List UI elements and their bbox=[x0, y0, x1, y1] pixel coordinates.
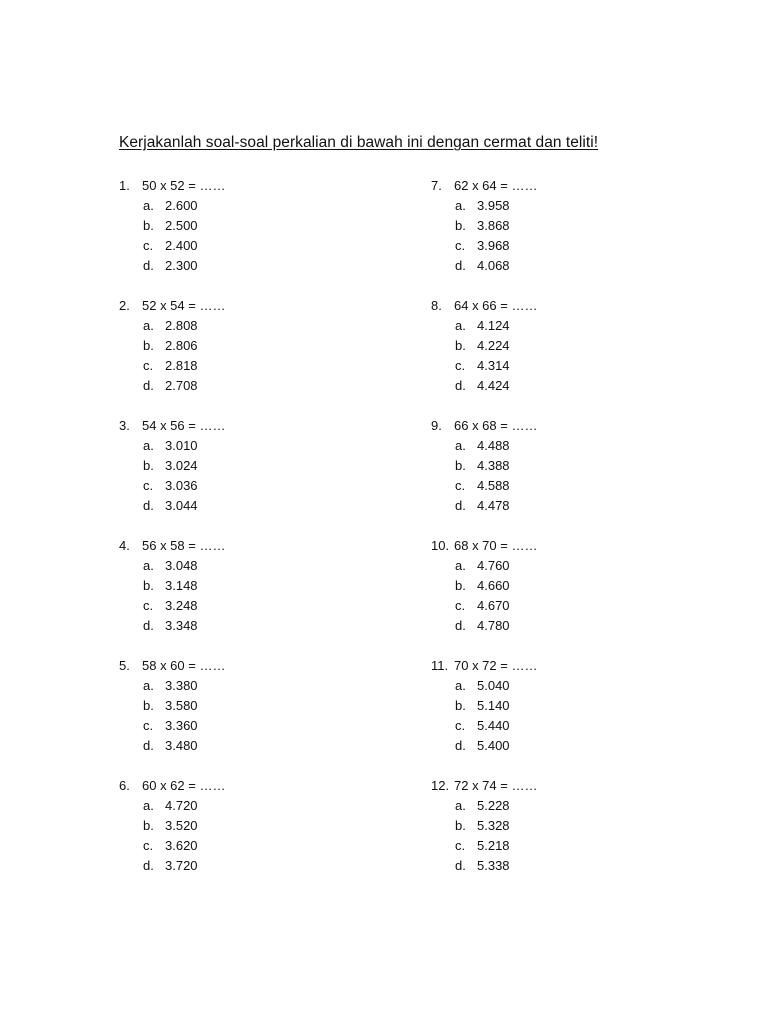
option-letter: b. bbox=[455, 218, 466, 233]
option-value: 4.780 bbox=[477, 618, 510, 633]
option-letter: b. bbox=[455, 578, 466, 593]
question-number: 4. bbox=[119, 538, 130, 553]
question-item bbox=[431, 296, 671, 416]
option-value: 2.808 bbox=[165, 318, 198, 333]
option-letter: d. bbox=[143, 858, 154, 873]
option-value: 5.228 bbox=[477, 798, 510, 813]
worksheet-title: Kerjakanlah soal-soal perkalian di bawah ini dengan cermat dan teliti! bbox=[119, 134, 599, 151]
option-value: 3.044 bbox=[165, 498, 198, 513]
question-text: 52 x 54 = …… bbox=[142, 298, 226, 313]
option-value: 5.400 bbox=[477, 738, 510, 753]
answer-option bbox=[119, 736, 359, 756]
option-value: 2.600 bbox=[165, 198, 198, 213]
option-value: 3.720 bbox=[165, 858, 198, 873]
option-value: 3.036 bbox=[165, 478, 198, 493]
question-line bbox=[119, 776, 359, 796]
answer-option bbox=[431, 736, 671, 756]
question-text: 58 x 60 = …… bbox=[142, 658, 226, 673]
option-letter: a. bbox=[143, 798, 154, 813]
option-value: 4.124 bbox=[477, 318, 510, 333]
option-value: 4.760 bbox=[477, 558, 510, 573]
question-number: 8. bbox=[431, 298, 442, 313]
answer-option bbox=[119, 816, 359, 836]
option-letter: b. bbox=[143, 338, 154, 353]
question-text: 68 x 70 = …… bbox=[454, 538, 538, 553]
option-value: 4.588 bbox=[477, 478, 510, 493]
option-value: 3.348 bbox=[165, 618, 198, 633]
option-letter: d. bbox=[455, 858, 466, 873]
option-letter: b. bbox=[143, 218, 154, 233]
question-line bbox=[119, 656, 359, 676]
answer-option bbox=[431, 716, 671, 736]
option-letter: b. bbox=[455, 818, 466, 833]
answer-option bbox=[431, 616, 671, 636]
option-value: 3.010 bbox=[165, 438, 198, 453]
option-value: 4.068 bbox=[477, 258, 510, 273]
option-value: 3.480 bbox=[165, 738, 198, 753]
option-value: 3.248 bbox=[165, 598, 198, 613]
option-value: 5.040 bbox=[477, 678, 510, 693]
question-text: 70 x 72 = …… bbox=[454, 658, 538, 673]
option-value: 4.424 bbox=[477, 378, 510, 393]
option-letter: d. bbox=[143, 618, 154, 633]
question-line bbox=[431, 176, 671, 196]
option-letter: a. bbox=[143, 678, 154, 693]
option-letter: b. bbox=[143, 458, 154, 473]
option-letter: a. bbox=[455, 198, 466, 213]
option-letter: a. bbox=[455, 438, 466, 453]
answer-option bbox=[119, 196, 359, 216]
question-item bbox=[119, 296, 359, 416]
option-value: 4.488 bbox=[477, 438, 510, 453]
question-line bbox=[431, 296, 671, 316]
question-text: 66 x 68 = …… bbox=[454, 418, 538, 433]
option-letter: a. bbox=[455, 318, 466, 333]
option-value: 3.048 bbox=[165, 558, 198, 573]
option-letter: b. bbox=[455, 458, 466, 473]
option-value: 5.338 bbox=[477, 858, 510, 873]
option-value: 5.328 bbox=[477, 818, 510, 833]
option-value: 5.218 bbox=[477, 838, 510, 853]
option-letter: d. bbox=[455, 498, 466, 513]
option-letter: c. bbox=[143, 478, 154, 493]
option-letter: c. bbox=[455, 358, 466, 373]
option-value: 4.670 bbox=[477, 598, 510, 613]
answer-option bbox=[119, 556, 359, 576]
question-item bbox=[431, 656, 671, 776]
option-value: 2.806 bbox=[165, 338, 198, 353]
answer-option bbox=[431, 256, 671, 276]
option-value: 4.478 bbox=[477, 498, 510, 513]
question-number: 1. bbox=[119, 178, 130, 193]
option-value: 4.224 bbox=[477, 338, 510, 353]
option-letter: d. bbox=[143, 378, 154, 393]
answer-option bbox=[431, 356, 671, 376]
option-value: 3.380 bbox=[165, 678, 198, 693]
option-value: 5.440 bbox=[477, 718, 510, 733]
answer-option bbox=[119, 356, 359, 376]
question-item bbox=[431, 416, 671, 536]
question-item bbox=[431, 536, 671, 656]
answer-option bbox=[119, 336, 359, 356]
answer-option bbox=[431, 496, 671, 516]
question-item bbox=[119, 776, 359, 896]
option-letter: c. bbox=[455, 598, 466, 613]
answer-option bbox=[119, 316, 359, 336]
question-text: 54 x 56 = …… bbox=[142, 418, 226, 433]
question-text: 50 x 52 = …… bbox=[142, 178, 226, 193]
option-value: 5.140 bbox=[477, 698, 510, 713]
question-number: 12. bbox=[431, 778, 450, 793]
question-line bbox=[431, 656, 671, 676]
option-value: 3.148 bbox=[165, 578, 198, 593]
option-letter: a. bbox=[143, 438, 154, 453]
answer-option bbox=[431, 816, 671, 836]
answer-option bbox=[119, 696, 359, 716]
option-letter: a. bbox=[455, 678, 466, 693]
option-letter: b. bbox=[143, 578, 154, 593]
option-letter: d. bbox=[143, 498, 154, 513]
question-text: 64 x 66 = …… bbox=[454, 298, 538, 313]
option-value: 3.868 bbox=[477, 218, 510, 233]
option-letter: c. bbox=[455, 718, 466, 733]
answer-option bbox=[119, 496, 359, 516]
option-value: 2.300 bbox=[165, 258, 198, 273]
option-letter: d. bbox=[455, 738, 466, 753]
answer-option bbox=[431, 436, 671, 456]
option-letter: c. bbox=[143, 358, 154, 373]
answer-option bbox=[119, 716, 359, 736]
answer-option bbox=[119, 216, 359, 236]
answer-option bbox=[119, 376, 359, 396]
option-value: 4.660 bbox=[477, 578, 510, 593]
option-value: 4.388 bbox=[477, 458, 510, 473]
answer-option bbox=[431, 476, 671, 496]
option-letter: b. bbox=[455, 338, 466, 353]
option-value: 3.580 bbox=[165, 698, 198, 713]
option-letter: c. bbox=[143, 238, 154, 253]
question-number: 2. bbox=[119, 298, 130, 313]
answer-option bbox=[431, 376, 671, 396]
answer-option bbox=[119, 236, 359, 256]
option-letter: c. bbox=[455, 478, 466, 493]
question-number: 7. bbox=[431, 178, 442, 193]
option-value: 2.708 bbox=[165, 378, 198, 393]
option-letter: a. bbox=[455, 558, 466, 573]
option-letter: c. bbox=[455, 838, 466, 853]
option-letter: a. bbox=[143, 558, 154, 573]
option-value: 2.500 bbox=[165, 218, 198, 233]
question-item bbox=[431, 176, 671, 296]
option-letter: b. bbox=[143, 818, 154, 833]
answer-option bbox=[431, 856, 671, 876]
option-letter: d. bbox=[455, 378, 466, 393]
option-letter: b. bbox=[143, 698, 154, 713]
option-letter: c. bbox=[143, 718, 154, 733]
question-column-left bbox=[119, 176, 359, 896]
question-number: 10. bbox=[431, 538, 450, 553]
answer-option bbox=[119, 456, 359, 476]
option-letter: c. bbox=[143, 838, 154, 853]
answer-option bbox=[431, 556, 671, 576]
option-letter: a. bbox=[455, 798, 466, 813]
question-column-right bbox=[431, 176, 671, 896]
question-text: 62 x 64 = …… bbox=[454, 178, 538, 193]
option-value: 3.024 bbox=[165, 458, 198, 473]
option-value: 3.520 bbox=[165, 818, 198, 833]
question-item bbox=[119, 536, 359, 656]
answer-option bbox=[431, 316, 671, 336]
question-line bbox=[431, 776, 671, 796]
question-text: 72 x 74 = …… bbox=[454, 778, 538, 793]
answer-option bbox=[119, 856, 359, 876]
answer-option bbox=[119, 676, 359, 696]
answer-option bbox=[119, 616, 359, 636]
option-value: 3.620 bbox=[165, 838, 198, 853]
answer-option bbox=[431, 596, 671, 616]
question-number: 6. bbox=[119, 778, 130, 793]
answer-option bbox=[119, 256, 359, 276]
answer-option bbox=[431, 456, 671, 476]
question-number: 5. bbox=[119, 658, 130, 673]
question-item bbox=[119, 656, 359, 776]
answer-option bbox=[431, 196, 671, 216]
question-line bbox=[431, 416, 671, 436]
option-letter: d. bbox=[143, 738, 154, 753]
option-letter: a. bbox=[143, 318, 154, 333]
question-text: 60 x 62 = …… bbox=[142, 778, 226, 793]
option-letter: d. bbox=[455, 618, 466, 633]
answer-option bbox=[431, 576, 671, 596]
option-letter: d. bbox=[143, 258, 154, 273]
option-letter: a. bbox=[143, 198, 154, 213]
option-letter: c. bbox=[455, 238, 466, 253]
option-value: 4.314 bbox=[477, 358, 510, 373]
answer-option bbox=[119, 596, 359, 616]
option-value: 3.360 bbox=[165, 718, 198, 733]
answer-option bbox=[431, 336, 671, 356]
question-line bbox=[119, 536, 359, 556]
option-letter: c. bbox=[143, 598, 154, 613]
answer-option bbox=[119, 836, 359, 856]
option-value: 3.968 bbox=[477, 238, 510, 253]
question-line bbox=[431, 536, 671, 556]
answer-option bbox=[119, 436, 359, 456]
answer-option bbox=[119, 576, 359, 596]
question-line bbox=[119, 176, 359, 196]
question-text: 56 x 58 = …… bbox=[142, 538, 226, 553]
answer-option bbox=[119, 796, 359, 816]
question-item bbox=[119, 176, 359, 296]
answer-option bbox=[431, 836, 671, 856]
option-letter: b. bbox=[455, 698, 466, 713]
option-letter: d. bbox=[455, 258, 466, 273]
question-line bbox=[119, 416, 359, 436]
question-item bbox=[119, 416, 359, 536]
question-line bbox=[119, 296, 359, 316]
answer-option bbox=[431, 796, 671, 816]
question-number: 3. bbox=[119, 418, 130, 433]
answer-option bbox=[119, 476, 359, 496]
option-value: 3.958 bbox=[477, 198, 510, 213]
answer-option bbox=[431, 676, 671, 696]
question-item bbox=[431, 776, 671, 896]
answer-option bbox=[431, 216, 671, 236]
option-value: 2.818 bbox=[165, 358, 198, 373]
option-value: 4.720 bbox=[165, 798, 198, 813]
option-value: 2.400 bbox=[165, 238, 198, 253]
answer-option bbox=[431, 696, 671, 716]
question-number: 9. bbox=[431, 418, 442, 433]
question-number: 11. bbox=[431, 658, 449, 673]
answer-option bbox=[431, 236, 671, 256]
